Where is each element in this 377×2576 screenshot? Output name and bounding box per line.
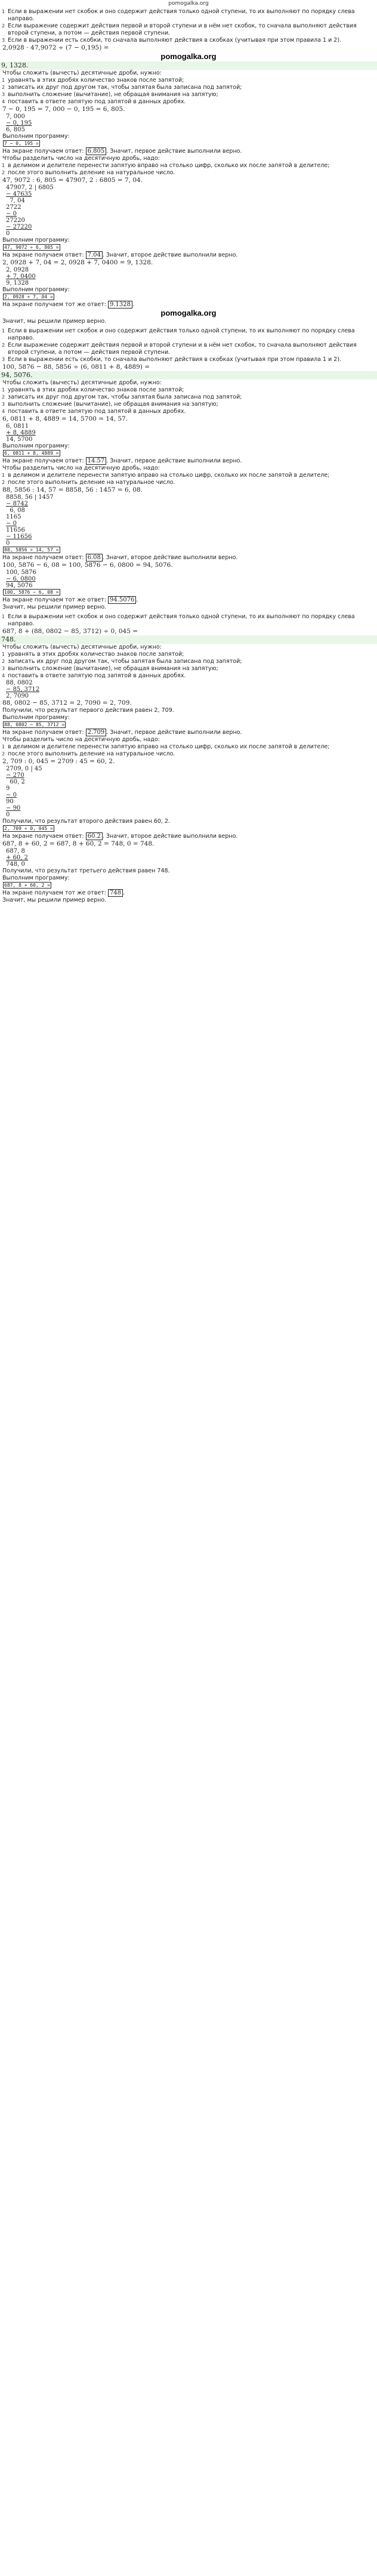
- screen-answer: На экране получаем ответ: 60.2 . Значит, второе действие выполнили верно.: [2, 833, 238, 840]
- add-step-3: 3 выполнить сложение (вычитание), не обращая внимания на запятую;: [2, 665, 218, 672]
- screen-answer: На экране получаем ответ: 6.08 . Значит, второе действие выполнили верно.: [2, 554, 238, 561]
- column-addition: 687, 8 + 60, 2 748, 0: [6, 848, 29, 868]
- run-program: Выполним программу:: [2, 714, 70, 721]
- calc-line: 2, 0928 + 7, 04 = 2, 0928 + 7, 0400 = 9, 1328.: [2, 259, 153, 266]
- expression: 2,0928 ⋅ 47,9072 ÷ (7 − 0,195) =: [2, 44, 109, 51]
- rule-1: 1 Если в выражении нет скобок и оно содержит действия только одной ступени, то их выполняют по порядку слева направо.: [2, 328, 355, 341]
- screen-answer: На экране получаем ответ: 7.04 . Значит, второе действие выполнили верно.: [2, 252, 238, 258]
- add-step-4: 4 поставить в ответе запятую под запятой в данных дробях.: [2, 408, 186, 415]
- div-steps-title: Чтобы разделить число на десятичную дробь, надо:: [2, 155, 160, 162]
- watermark: pomogalka.org: [160, 308, 217, 317]
- add-step-2: 2 записать их друг под другом так, чтобы запятая была записана под запятой;: [2, 394, 242, 400]
- site-name: pomogalka.org: [168, 1, 209, 7]
- add-step-2: 2 записать их друг под другом так, чтобы запятая была записана под запятой;: [2, 84, 242, 91]
- div-step-2: 2 после этого выполнить деление на натуральное число.: [2, 479, 175, 486]
- calculator-input: 47, 9072 ÷ 6, 805 =: [4, 245, 59, 250]
- rule-2: 2 Если выражение содержит действия первой и второй ступени и в нём нет скобок, то сначала выполняют действия второй ступени, а потом — действия первой ступени.: [2, 342, 357, 356]
- answer-band: 94, 5076.: [0, 371, 377, 380]
- run-program: Выполним программу:: [2, 443, 70, 449]
- add-step-2: 2 записать их друг под другом так, чтобы запятая была записана под запятой;: [2, 658, 242, 665]
- calculator-input: 7 − 0, 195 =: [4, 141, 39, 146]
- column-addition: 6, 0811 + 8, 4889 14, 5700: [6, 423, 36, 443]
- run-program: Выполним программу:: [2, 875, 70, 881]
- rule-3: 3 Если в выражении есть скобки, то сначала выполняют действия в скобках (учитывая при этом правила 1 и 2).: [2, 356, 342, 363]
- conclusion: Значит, мы решили пример верно.: [2, 897, 107, 903]
- watermark: pomogalka.org: [160, 52, 217, 61]
- calculator-input: 6, 0811 + 8, 4889 =: [4, 451, 59, 456]
- calc-line: 2, 709 : 0, 045 = 2709 : 45 = 60, 2.: [2, 758, 115, 765]
- screen-answer: На экране получаем ответ: 14.57 . Значит, первое действие выполнили верно.: [2, 458, 242, 464]
- calc-line: 100, 5876 − 6, 08 = 100, 5876 − 6, 0800 = 94, 5076.: [2, 562, 173, 569]
- page-header: [0, 0, 377, 8]
- column-subtraction: 100, 5876 − 6, 0800 94, 5076: [6, 569, 36, 589]
- calc-line: 47, 9072 : 6, 805 = 47907, 2 : 6805 = 7, 04.: [2, 177, 143, 184]
- calculator-input: 687, 8 + 60, 2 =: [4, 883, 51, 888]
- div-step-1: 1 в делимом и делителе перенести запятую вправо на столько цифр, сколько их после запятой в делителе;: [2, 744, 330, 750]
- column-subtraction: 88, 0802 − 85, 3712 2, 7090: [6, 680, 40, 699]
- long-division: 2709, 0 | 45 − 270 60, 2 9 − 0 90 − 90 0: [6, 766, 42, 818]
- add-step-1: 1 уравнять в этих дробях количество знаков после запятой;: [2, 387, 184, 393]
- calc-line: 6, 0811 + 8, 4889 = 14, 5700 = 14, 57.: [2, 415, 128, 422]
- calculator-input: 2, 0928 + 7, 04 =: [4, 294, 53, 300]
- long-division: 47907, 2 | 6805 − 47635 7, 04 2722 − 0 27220 − 27220 0: [6, 184, 54, 237]
- add-step-1: 1 уравнять в этих дробях количество знаков после запятой;: [2, 77, 184, 84]
- result-text: Получили, что результат третьего действия равен 748.: [2, 868, 170, 874]
- add-step-4: 4 поставить в ответе запятую под запятой в данных дробях.: [2, 672, 186, 679]
- calc-line: 88, 0802 − 85, 3712 = 2, 7090 = 2, 709.: [2, 699, 132, 707]
- column-addition: 2, 0928 + 7, 0400 9, 1328: [6, 267, 36, 286]
- add-step-3: 3 выполнить сложение (вычитание), не обращая внимания на запятую;: [2, 91, 218, 98]
- rule-2: 2 Если выражение содержит действия первой и второй ступени и в нём нет скобок, то сначала выполняют действия второй ступени, а потом — действия первой ступени.: [2, 23, 357, 36]
- rule-1: 1 Если в выражении нет скобок и оно содержит действия только одной ступени, то их выполняют по порядку слева направо.: [2, 613, 355, 627]
- calc-line: 88, 5856 : 14, 57 = 8858, 56 : 1457 = 6, 08.: [2, 486, 143, 493]
- add-step-1: 1 уравнять в этих дробях количество знаков после запятой;: [2, 651, 184, 658]
- rule-3: 3 Если в выражении есть скобки, то сначала выполняют действия в скобках (учитывая при этом правила 1 и 2).: [2, 37, 342, 44]
- screen-answer: На экране получаем тот же ответ: 9.1328 .: [2, 301, 134, 308]
- add-steps-title: Чтобы сложить (вычесть) десятичные дроби, нужно:: [2, 70, 162, 76]
- solution-content: [0, 8, 377, 904]
- div-step-1: 1 в делимом и делителе перенести запятую вправо на столько цифр, сколько их после запятой в делителе;: [2, 162, 330, 169]
- add-step-3: 3 выполнить сложение (вычитание), не обращая внимания на запятую;: [2, 401, 218, 408]
- run-program: Выполним программу:: [2, 133, 70, 140]
- calc-line: 687, 8 + 60, 2 = 687, 8 + 60, 2 = 748, 0 = 748.: [2, 840, 154, 847]
- div-step-1: 1 в делимом и делителе перенести запятую вправо на столько цифр, сколько их после запятой в делителе;: [2, 472, 330, 479]
- run-program: Выполним программу:: [2, 237, 70, 243]
- conclusion: Значит, мы решили пример верно.: [2, 318, 107, 325]
- column-subtraction: 7, 000 − 0, 195 6, 805: [6, 113, 32, 133]
- conclusion: Значит, мы решили пример верно.: [2, 604, 107, 610]
- div-step-2: 2 после этого выполнить деление на натуральное число.: [2, 169, 175, 176]
- calculator-input: 88, 0802 − 85, 3712 =: [4, 722, 65, 727]
- calculator-input: 2, 709 ÷ 0, 045 =: [4, 826, 53, 831]
- calc-line: 7 − 0, 195 = 7, 000 − 0, 195 = 6, 805.: [2, 106, 125, 113]
- expression: 687, 8 + (88, 0802 − 85, 3712) ÷ 0, 045 =: [2, 628, 138, 635]
- screen-answer: На экране получаем тот же ответ: 94.5076 .: [2, 597, 138, 603]
- div-step-2: 2 после этого выполнить деление на натуральное число.: [2, 751, 175, 757]
- screen-answer: На экране получаем ответ: 6.805 . Значит, первое действие выполнили верно.: [2, 148, 242, 155]
- long-division: 8858, 56 | 1457 − 8742 6, 08 1165 − 0 11656 − 11656 0: [6, 494, 54, 547]
- calculator-input: 88, 5856 ÷ 14, 57 =: [4, 547, 59, 553]
- div-steps-title: Чтобы разделить число на десятичную дробь, надо:: [2, 465, 160, 471]
- rule-1: 1 Если в выражении нет скобок и оно содержит действия только одной ступени, то их выполняют по порядку слева направо.: [2, 8, 355, 22]
- result-text: Получили, что результат второго действия равен 60, 2.: [2, 818, 171, 825]
- div-steps-title: Чтобы разделить число на десятичную дробь, надо:: [2, 736, 160, 743]
- run-program: Выполним программу:: [2, 286, 70, 293]
- add-step-4: 4 поставить в ответе запятую под запятой в данных дробях.: [2, 98, 186, 105]
- answer-band: 9, 1328.: [0, 61, 377, 70]
- screen-answer: На экране получаем ответ: 2.709 . Значит, первое действие выполнили верно.: [2, 729, 242, 736]
- expression: 100, 5876 − 88, 5856 ÷ (6, 0811 + 8, 4889) =: [2, 363, 150, 371]
- calculator-input: 100, 5876 − 6, 08 =: [4, 590, 59, 595]
- add-steps-title: Чтобы сложить (вычесть) десятичные дроби, нужно:: [2, 644, 162, 650]
- result-text: Получили, что результат первого действия равен 2, 709.: [2, 707, 174, 714]
- add-steps-title: Чтобы сложить (вычесть) десятичные дроби, нужно:: [2, 380, 162, 386]
- screen-answer: На экране получаем тот же ответ: 748 .: [2, 890, 125, 896]
- answer-band: 748.: [0, 635, 377, 644]
